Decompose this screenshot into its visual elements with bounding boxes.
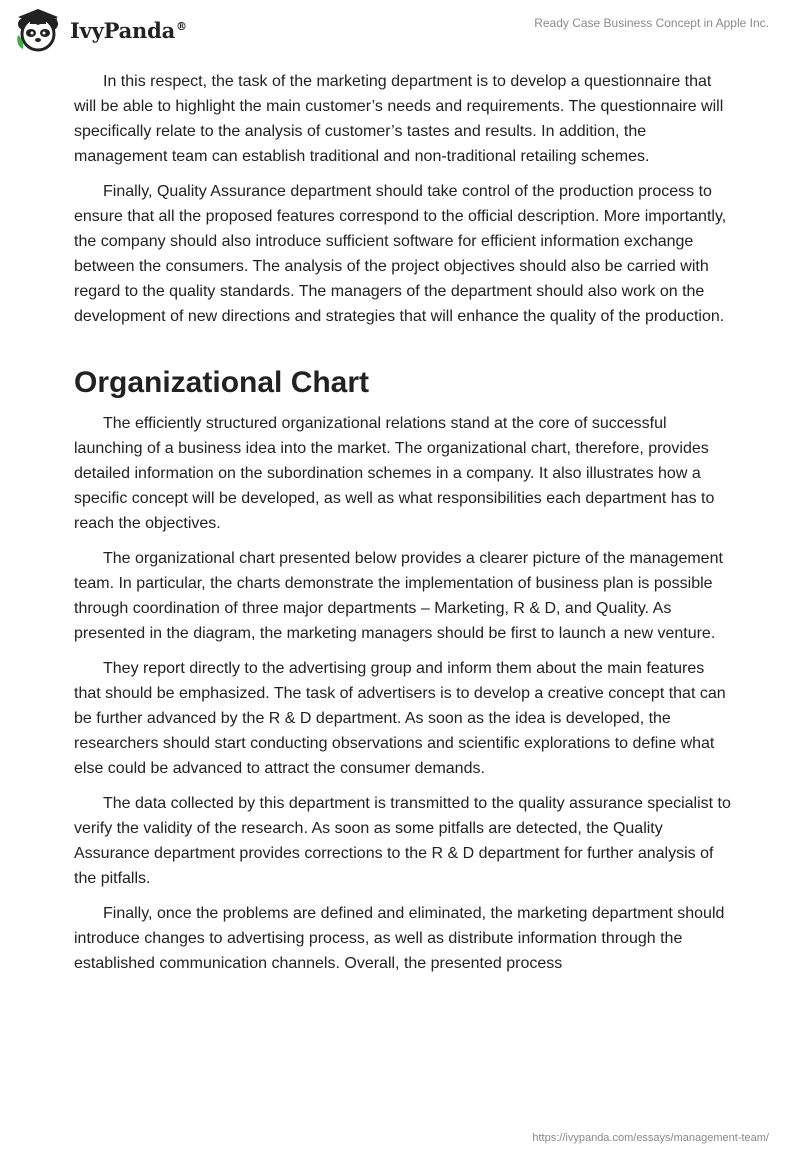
- section-heading: Organizational Chart: [74, 366, 370, 399]
- panda-mascot-icon: [14, 7, 62, 53]
- paragraph: The efficiently structured organizational relations stand at the core of successful launching of a business idea into the market. The organizational chart, therefore, provides detailed information on the subordination schemes in a company. It also illustrates how a specific concept will be developed, as well as what responsibilities each department has to reach the objectives.: [74, 415, 715, 532]
- document-title: Ready Case Business Concept in Apple Inc.: [534, 16, 769, 30]
- brand-name: IvyPanda®: [70, 17, 187, 43]
- page-header: [0, 0, 800, 70]
- registered-mark: ®: [176, 19, 187, 33]
- source-url[interactable]: https://ivypanda.com/essays/management-team/: [532, 1132, 769, 1144]
- paragraph: Finally, once the problems are defined and eliminated, the marketing department should introduce changes to advertising process, as well as distribute information through the established communication channels. Overall, the presented process: [74, 905, 725, 972]
- paragraph: They report directly to the advertising group and inform them about the main features that should be emphasized. The task of advertisers is to develop a creative concept that can be further advanced by the R & D department. As soon as the idea is developed, the researchers should start conducting observations and scientific explorations to define what else could be advanced to attract the consumer demands.: [74, 660, 726, 777]
- paragraph: In this respect, the task of the marketing department is to develop a questionnaire that will be able to highlight the main customer’s needs and requirements. The questionnaire will specifically relate to the analysis of customer’s tastes and results. In addition, the management team can establish traditional and non-traditional retailing schemes.: [74, 73, 724, 165]
- essay-content: [74, 69, 734, 986]
- paragraph: The data collected by this department is transmitted to the quality assurance specialist to verify the validity of the research. As soon as some pitfalls are detected, the Quality Assurance department provides corrections to the R & D department for further analysis of the pitfalls.: [74, 795, 731, 887]
- paragraph: Finally, Quality Assurance department should take control of the production process to ensure that all the proposed features correspond to the official description. More importantly, the company should also introduce sufficient software for efficient information exchange between the consumers. The analysis of the project objectives should also be carried with regard to the quality standards. The managers of the department should also work on the development of new directions and strategies that will enhance the quality of the production.: [74, 183, 727, 325]
- ivypanda-logo[interactable]: [14, 7, 187, 53]
- paragraph: The organizational chart presented below provides a clearer picture of the management team. In particular, the charts demonstrate the implementation of business plan is possible through coordination of three major departments – Marketing, R & D, and Quality. As presented in the diagram, the marketing managers should be first to launch a new venture.: [74, 550, 723, 642]
